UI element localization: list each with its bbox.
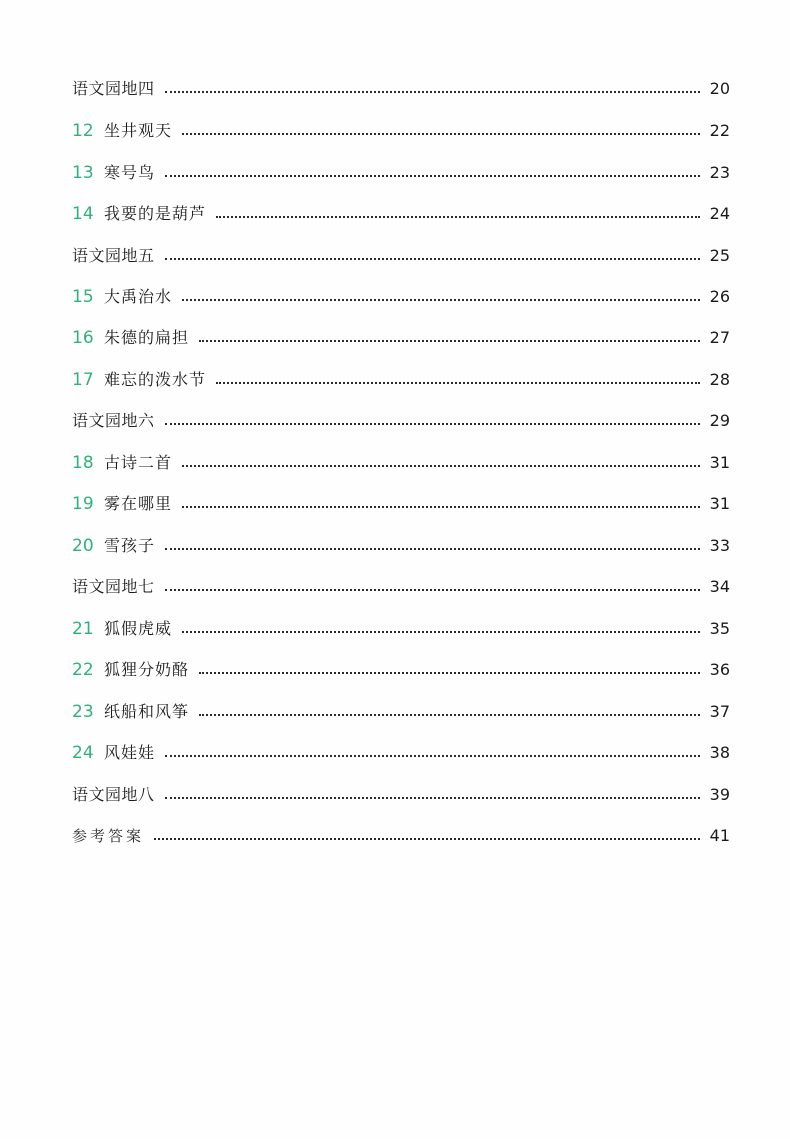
toc-page-number: 35	[709, 619, 730, 638]
toc-lesson-title: 坐井观天	[104, 121, 173, 140]
toc-answers-title: 参考答案	[72, 827, 145, 845]
toc-page-number: 24	[709, 204, 730, 223]
toc-lesson-title: 朱德的扁担	[104, 328, 190, 347]
toc-section-title: 语文园地七	[72, 577, 155, 596]
toc-lesson-title: 难忘的泼水节	[104, 370, 207, 389]
toc-lesson-number: 15	[72, 287, 94, 307]
toc-lesson-number: 12	[72, 121, 94, 141]
toc-dot-leader	[165, 423, 700, 425]
toc-lesson-number: 14	[72, 204, 94, 224]
toc-row-lesson[interactable]	[72, 613, 760, 645]
toc-lesson-title: 狐狸分奶酪	[104, 660, 190, 679]
toc-dot-leader	[182, 133, 700, 135]
toc-dot-leader	[182, 506, 700, 508]
toc-lesson-number: 20	[72, 536, 94, 556]
toc-page-number: 33	[709, 536, 730, 555]
toc-row-lesson[interactable]	[72, 696, 760, 728]
toc-dot-leader	[182, 299, 700, 301]
toc-lesson-title: 风娃娃	[104, 743, 156, 762]
toc-lesson-number: 16	[72, 328, 94, 348]
toc-dot-leader	[199, 714, 700, 716]
toc-row-section[interactable]	[72, 571, 760, 603]
toc-dot-leader	[199, 340, 700, 342]
toc-lesson-number: 19	[72, 494, 94, 514]
toc-dot-leader	[165, 548, 700, 550]
toc-page-number: 27	[709, 328, 730, 347]
toc-page-number: 26	[709, 287, 730, 306]
toc-dot-leader	[165, 258, 700, 260]
toc-page-number: 23	[709, 163, 730, 182]
toc-page-number: 20	[709, 79, 730, 98]
toc-dot-leader	[165, 91, 700, 93]
toc-lesson-number: 24	[72, 743, 94, 763]
toc-dot-leader	[154, 838, 700, 840]
toc-dot-leader	[182, 465, 700, 467]
toc-row-lesson[interactable]	[72, 281, 760, 313]
toc-row-section[interactable]	[72, 240, 760, 272]
toc-row-lesson[interactable]	[72, 198, 760, 230]
toc-section-title: 语文园地八	[72, 785, 155, 804]
toc-lesson-title: 我要的是葫芦	[104, 204, 207, 223]
toc-page-number: 22	[709, 121, 730, 140]
toc-dot-leader	[216, 382, 700, 384]
toc-page-number: 25	[709, 246, 730, 265]
toc-lesson-title: 寒号鸟	[104, 163, 156, 182]
toc-dot-leader	[165, 589, 700, 591]
toc-dot-leader	[165, 755, 700, 757]
toc-page-number: 39	[709, 785, 730, 804]
toc-page-number: 31	[709, 494, 730, 513]
toc-lesson-number: 23	[72, 702, 94, 722]
toc-row-lesson[interactable]	[72, 488, 760, 520]
toc-lesson-title: 纸船和风筝	[104, 702, 190, 721]
toc-lesson-title: 古诗二首	[104, 453, 173, 472]
toc-dot-leader	[199, 672, 700, 674]
toc-page-number: 41	[709, 826, 730, 845]
toc-dot-leader	[216, 216, 700, 218]
toc-section-title: 语文园地五	[72, 246, 155, 265]
toc-row-lesson[interactable]	[72, 654, 760, 686]
toc-page-number: 38	[709, 743, 730, 762]
toc-dot-leader	[165, 797, 700, 799]
toc-row-section[interactable]	[72, 405, 760, 437]
toc-lesson-number: 17	[72, 370, 94, 390]
toc-lesson-number: 13	[72, 163, 94, 183]
toc-page-number: 37	[709, 702, 730, 721]
toc-lesson-title: 狐假虎威	[104, 619, 173, 638]
toc-row-lesson[interactable]	[72, 530, 760, 562]
toc-row-answers[interactable]	[72, 820, 760, 852]
toc-section-title: 语文园地六	[72, 411, 155, 430]
toc-page-number: 28	[709, 370, 730, 389]
toc-lesson-title: 雪孩子	[104, 536, 156, 555]
toc-dot-leader	[182, 631, 700, 633]
toc-lesson-title: 大禹治水	[104, 287, 173, 306]
toc-page-number: 29	[709, 411, 730, 430]
toc-page-number: 31	[709, 453, 730, 472]
toc-row-section[interactable]	[72, 73, 760, 105]
toc-dot-leader	[165, 175, 700, 177]
toc-row-section[interactable]	[72, 779, 760, 811]
toc-lesson-number: 18	[72, 453, 94, 473]
toc-lesson-number: 22	[72, 660, 94, 680]
toc-row-lesson[interactable]	[72, 737, 760, 769]
toc-row-lesson[interactable]	[72, 364, 760, 396]
toc-page-number: 36	[709, 660, 730, 679]
toc-page-number: 34	[709, 577, 730, 596]
toc-lesson-title: 雾在哪里	[104, 494, 173, 513]
toc-row-lesson[interactable]	[72, 322, 760, 354]
toc-row-lesson[interactable]	[72, 157, 760, 189]
toc-lesson-number: 21	[72, 619, 94, 639]
toc-section-title: 语文园地四	[72, 79, 155, 98]
toc-row-lesson[interactable]	[72, 115, 760, 147]
toc-row-lesson[interactable]	[72, 447, 760, 479]
